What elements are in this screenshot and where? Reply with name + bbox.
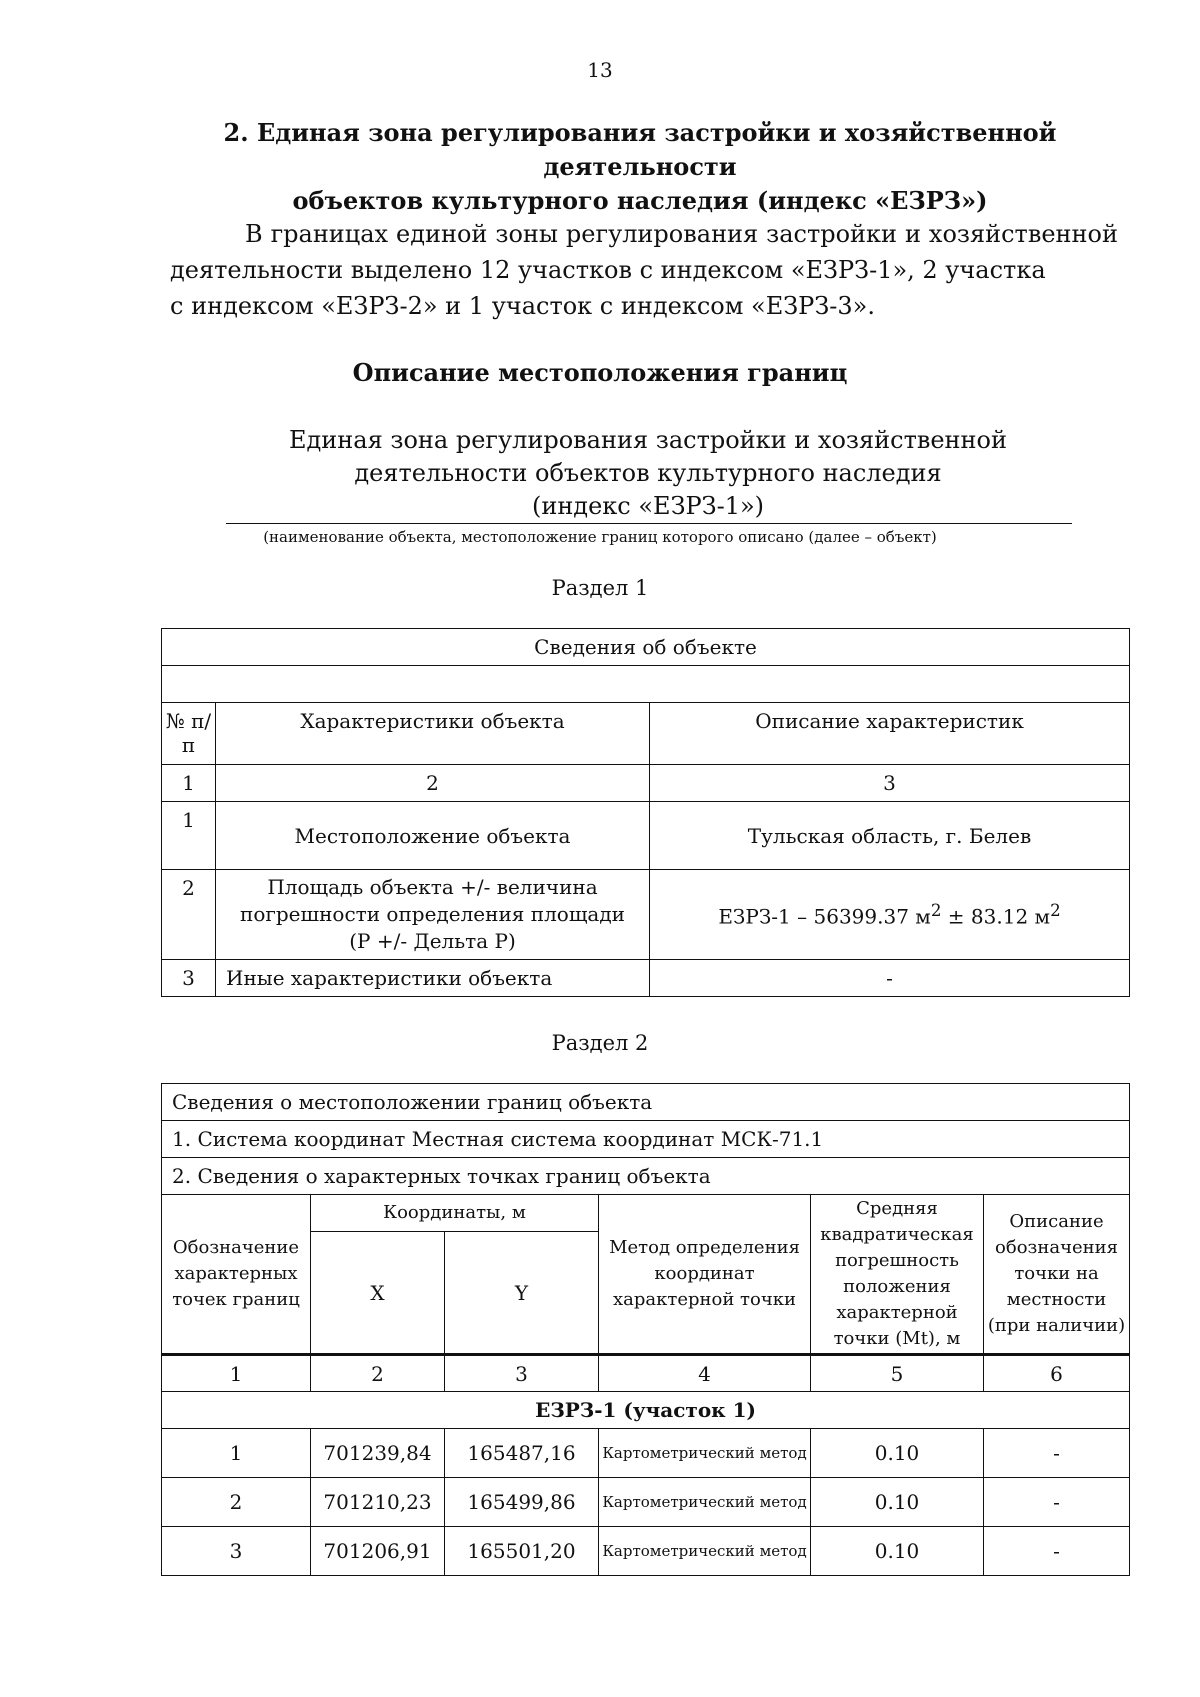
index-cell: 6 — [984, 1355, 1130, 1392]
point-method: Картометрический метод — [599, 1478, 811, 1527]
object-name — [220, 424, 1076, 523]
section-1-label: Раздел 1 — [551, 576, 649, 600]
header-num: № п/п — [162, 703, 216, 765]
index-cell: 1 — [162, 1355, 311, 1392]
page-number: 13 — [587, 58, 613, 82]
point-location: - — [984, 1429, 1130, 1478]
row-characteristic: Иные характеристики объекта — [216, 960, 650, 997]
intro-paragraph — [170, 216, 1118, 324]
index-cell: 2 — [216, 765, 650, 802]
row-characteristic: Местоположение объекта — [216, 802, 650, 870]
point-method: Картометрический метод — [599, 1527, 811, 1576]
heading-line-1: 2. Единая зона регулирования застройки и хозяйственной деятельности — [223, 118, 1057, 181]
table1-title: Сведения об объекте — [162, 629, 1130, 666]
point-error: 0.10 — [811, 1429, 984, 1478]
table-row — [162, 802, 1130, 870]
point-id: 1 — [162, 1429, 311, 1478]
row-characteristic: Площадь объекта +/- величина погрешности определения площади (Р +/- Дельта Р) — [216, 870, 650, 960]
intro-text-1: В границах единой зоны регулирования застройки и хозяйственной деятельности выделено 12 участков с индексом «ЕЗРЗ-1», 2 участка — [170, 220, 1118, 284]
point-y: 165499,86 — [445, 1478, 599, 1527]
header-description: Описание характеристик — [650, 703, 1130, 765]
header-error: Средняя квадратическая погрешность положения характерной точки (Mt), м — [811, 1195, 984, 1355]
area-value: ЕЗРЗ-1 – 56399.37 м — [718, 904, 931, 929]
object-caption: (наименование объекта, местоположение границ которого описано (далее – объект) — [263, 528, 937, 546]
point-method: Картометрический метод — [599, 1429, 811, 1478]
row-num: 1 — [162, 802, 216, 870]
point-y: 165487,16 — [445, 1429, 599, 1478]
point-y: 165501,20 — [445, 1527, 599, 1576]
row-value: - — [650, 960, 1130, 997]
boundary-points-table — [161, 1083, 1130, 1576]
points-title: 2. Сведения о характерных точках границ объекта — [162, 1158, 1130, 1195]
index-cell: 5 — [811, 1355, 984, 1392]
object-name-line-3: (индекс «ЕЗРЗ-1») — [531, 492, 765, 520]
index-cell: 3 — [650, 765, 1130, 802]
object-info-table — [161, 628, 1130, 997]
header-method: Метод определения координат характерной точки — [599, 1195, 811, 1355]
point-x: 701206,91 — [311, 1527, 445, 1576]
header-coordinates: Координаты, м — [311, 1195, 599, 1232]
group-title: ЕЗРЗ-1 (участок 1) — [162, 1392, 1130, 1429]
area-error: ± 83.12 м — [941, 904, 1051, 929]
table1-empty-row — [162, 666, 1130, 703]
object-name-line-1: Единая зона регулирования застройки и хозяйственной — [289, 426, 1007, 454]
heading-line-2: объектов культурного наследия (индекс «ЕЗРЗ») — [292, 186, 988, 215]
object-name-underline — [226, 523, 1072, 524]
header-designation: Обозначение характерных точек границ — [162, 1195, 311, 1355]
index-cell: 2 — [311, 1355, 445, 1392]
index-cell: 4 — [599, 1355, 811, 1392]
intro-text-2: с индексом «ЕЗРЗ-2» и 1 участок с индексом «ЕЗРЗ-3». — [170, 292, 875, 320]
area-unit-exp: 2 — [930, 900, 942, 920]
point-error: 0.10 — [811, 1527, 984, 1576]
index-cell: 3 — [445, 1355, 599, 1392]
object-name-line-2: деятельности объектов культурного наследия — [354, 459, 942, 487]
row-num: 2 — [162, 870, 216, 960]
row-value — [650, 870, 1130, 960]
section-2-label: Раздел 2 — [551, 1031, 649, 1055]
row-num: 3 — [162, 960, 216, 997]
table-row — [162, 1478, 1130, 1527]
table-row — [162, 870, 1130, 960]
header-characteristics: Характеристики объекта — [216, 703, 650, 765]
table2-title: Сведения о местоположении границ объекта — [162, 1084, 1130, 1121]
point-id: 3 — [162, 1527, 311, 1576]
point-location: - — [984, 1478, 1130, 1527]
header-location: Описание обозначения точки на местности (при наличии) — [984, 1195, 1130, 1355]
index-cell: 1 — [162, 765, 216, 802]
section-heading — [160, 116, 1120, 218]
point-error: 0.10 — [811, 1478, 984, 1527]
description-title: Описание местоположения границ — [352, 358, 848, 387]
point-id: 2 — [162, 1478, 311, 1527]
table-row — [162, 1429, 1130, 1478]
table-row — [162, 1527, 1130, 1576]
row-value: Тульская область, г. Белев — [650, 802, 1130, 870]
point-x: 701239,84 — [311, 1429, 445, 1478]
area-error-unit-exp: 2 — [1050, 900, 1061, 920]
table-row — [162, 960, 1130, 997]
header-y: Y — [445, 1232, 599, 1355]
point-x: 701210,23 — [311, 1478, 445, 1527]
coord-system: 1. Система координат Местная система координат МСК-71.1 — [162, 1121, 1130, 1158]
header-x: X — [311, 1232, 445, 1355]
point-location: - — [984, 1527, 1130, 1576]
